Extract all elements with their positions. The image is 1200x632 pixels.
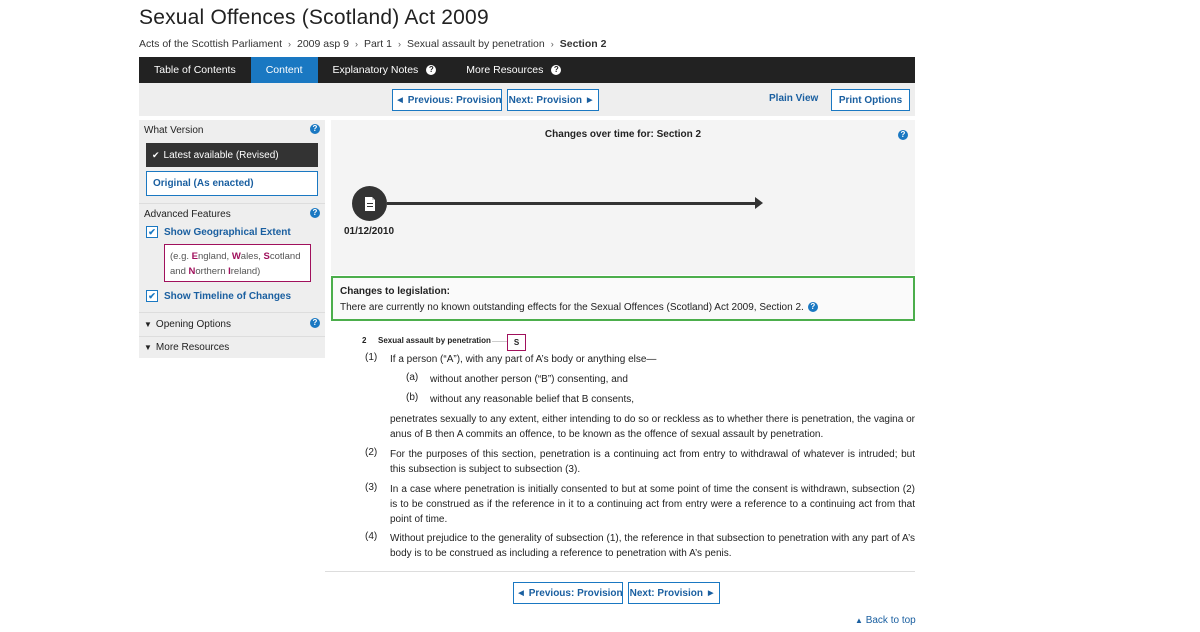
section-title: Sexual assault by penetration (378, 336, 491, 345)
extent-text: ales, (240, 251, 264, 262)
breadcrumb-current: Section 2 (559, 38, 607, 50)
tab-label: Explanatory Notes (332, 64, 419, 76)
divider (492, 341, 507, 342)
document-icon (364, 197, 376, 211)
advanced-features-heading: Advanced Features (144, 209, 231, 220)
version-latest-label: Latest available (Revised) (163, 149, 279, 161)
help-icon[interactable]: ? (551, 65, 561, 75)
tab-table-of-contents[interactable] (139, 57, 251, 83)
subsection-number: (2) (365, 447, 378, 458)
timeline-point[interactable] (352, 186, 387, 221)
print-options-button[interactable] (831, 89, 910, 111)
back-to-top-link[interactable] (855, 615, 916, 626)
version-latest-button[interactable] (146, 143, 318, 167)
extent-text: and (170, 266, 189, 277)
tab-label: Content (265, 64, 303, 76)
paragraph-number: (b) (406, 392, 419, 403)
check-icon: ✔ (146, 226, 158, 238)
opening-options-toggle[interactable] (144, 319, 231, 330)
changes-heading: Changes to legislation: (340, 286, 451, 297)
more-resources-toggle[interactable] (144, 342, 229, 353)
help-icon[interactable]: ? (426, 65, 436, 75)
chevron-right-icon: › (287, 39, 291, 49)
subsection-number: (4) (365, 531, 378, 542)
changes-text-row (340, 300, 906, 316)
subsection-text: If a person (“A”), with any part of A’s body or anything else— (390, 354, 657, 365)
subsection-number: (3) (365, 482, 378, 493)
extent-letter: W (231, 251, 241, 262)
subsection-continuation-text: penetrates sexually to any extent, either intending to do so or reckless as to whether there is penetration, the vagina or anus of B then A commits an offence, to be known as the offence of sexual assault by penetration. (390, 414, 915, 440)
button-label: Print Options (838, 94, 903, 106)
sidebar-divider (139, 336, 325, 337)
chevron-right-icon: › (397, 39, 401, 49)
timeline-date: 01/12/2010 (344, 226, 395, 237)
help-icon[interactable]: ? (808, 302, 818, 312)
legislation-content (325, 326, 915, 572)
triangle-right-icon: ▶ (586, 97, 593, 104)
check-icon: ✔ (152, 149, 160, 160)
tab-label: More Resources (466, 64, 544, 76)
extent-letter: I (228, 266, 231, 277)
button-label: Next: Provision (629, 587, 703, 599)
version-original-label: Original (As enacted) (153, 178, 254, 189)
subsection-text: For the purposes of this section, penetration is a continuing act from entry to withdrawal of whatever is intruded; but this subsection is subject to subsection (3). (390, 449, 915, 475)
version-original-button[interactable] (146, 171, 318, 196)
changes-text: There are currently no known outstanding effects for the Sexual Offences (Scotland) Act 2009, Section 2. (340, 302, 804, 313)
sidebar-divider (139, 312, 325, 313)
triangle-up-icon: ▲ (855, 616, 863, 625)
triangle-right-icon: ▶ (707, 590, 714, 597)
extent-letter: E (191, 251, 198, 262)
tab-more-resources[interactable] (451, 57, 576, 83)
extent-badge: S (507, 334, 526, 351)
chevron-right-icon: › (550, 39, 554, 49)
breadcrumb-acts[interactable]: Acts of the Scottish Parliament (139, 38, 282, 50)
back-to-top-label: Back to top (865, 615, 916, 626)
help-icon[interactable]: ? (310, 208, 320, 218)
show-geo-extent-label: Show Geographical Extent (164, 226, 291, 238)
what-version-heading: What Version (144, 125, 204, 136)
extent-text: (e.g. (170, 251, 192, 262)
extent-text: reland) (230, 266, 261, 277)
subsection-text: Without prejudice to the generality of subsection (1), the reference in that subsection to penetration with any part of A’s body is to be construed as including a reference to penetration with A’s penis. (390, 533, 915, 559)
triangle-left-icon: ◀ (397, 97, 403, 104)
section-number: 2 (362, 336, 367, 345)
show-geo-extent-checkbox[interactable] (146, 226, 291, 238)
more-resources-label: More Resources (155, 342, 230, 353)
timeline-panel (331, 120, 915, 275)
sidebar (139, 120, 325, 358)
show-timeline-checkbox[interactable] (146, 290, 291, 302)
paragraph-text: without any reasonable belief that B consents, (430, 394, 635, 405)
help-icon[interactable]: ? (310, 124, 320, 134)
timeline-arrow-icon (755, 197, 763, 209)
next-provision-button-bottom[interactable] (628, 582, 720, 604)
help-icon[interactable]: ? (310, 318, 320, 328)
extent-letter: S (263, 251, 270, 262)
tab-explanatory-notes[interactable] (318, 57, 452, 83)
chevron-right-icon: › (354, 39, 358, 49)
paragraph-text: without another person (“B”) consenting, and (430, 374, 628, 385)
button-label: Previous: Provision (528, 587, 623, 599)
breadcrumb-heading[interactable]: Sexual assault by penetration (406, 38, 545, 50)
subsection-number: (1) (365, 352, 378, 363)
timeline-title: Changes over time for: Section 2 (544, 129, 702, 140)
breadcrumb-part[interactable]: Part 1 (363, 38, 392, 50)
plain-view-link[interactable]: Plain View (769, 93, 819, 104)
triangle-down-icon: ▼ (144, 320, 152, 329)
tab-label: Table of Contents (154, 64, 236, 76)
extent-text: orthern (195, 266, 229, 277)
geo-extent-legend (164, 244, 311, 282)
extent-letter: N (188, 266, 196, 277)
paragraph-number: (a) (406, 372, 419, 383)
triangle-left-icon: ◀ (518, 590, 524, 597)
next-provision-button[interactable] (507, 89, 599, 111)
previous-provision-button-bottom[interactable] (513, 582, 623, 604)
breadcrumb-year[interactable]: 2009 asp 9 (296, 38, 349, 50)
tab-bar (139, 57, 915, 83)
changes-to-legislation-box (331, 276, 915, 321)
extent-text: ngland, (198, 251, 232, 262)
timeline-line (387, 202, 757, 205)
opening-options-label: Opening Options (155, 319, 231, 330)
extent-text: cotland (269, 251, 301, 262)
help-icon[interactable]: ? (898, 130, 908, 140)
triangle-down-icon: ▼ (144, 343, 152, 352)
sidebar-divider (139, 203, 325, 204)
check-icon: ✔ (146, 290, 158, 302)
previous-provision-button[interactable] (392, 89, 502, 111)
subsection-text: In a case where penetration is initially consented to but at some point of time the consent is withdrawn, subsection (2) is to be construed as if the reference in it to a continuing act from entry were a reference to a continuing act from that point of time. (390, 484, 915, 525)
show-timeline-label: Show Timeline of Changes (164, 290, 292, 302)
page-title: Sexual Offences (Scotland) Act 2009 (139, 6, 489, 29)
navigation-toolbar (139, 83, 915, 116)
button-label: Next: Provision (508, 94, 582, 106)
tab-content[interactable] (251, 57, 318, 83)
breadcrumb (139, 38, 606, 50)
button-label: Previous: Provision (407, 94, 502, 106)
